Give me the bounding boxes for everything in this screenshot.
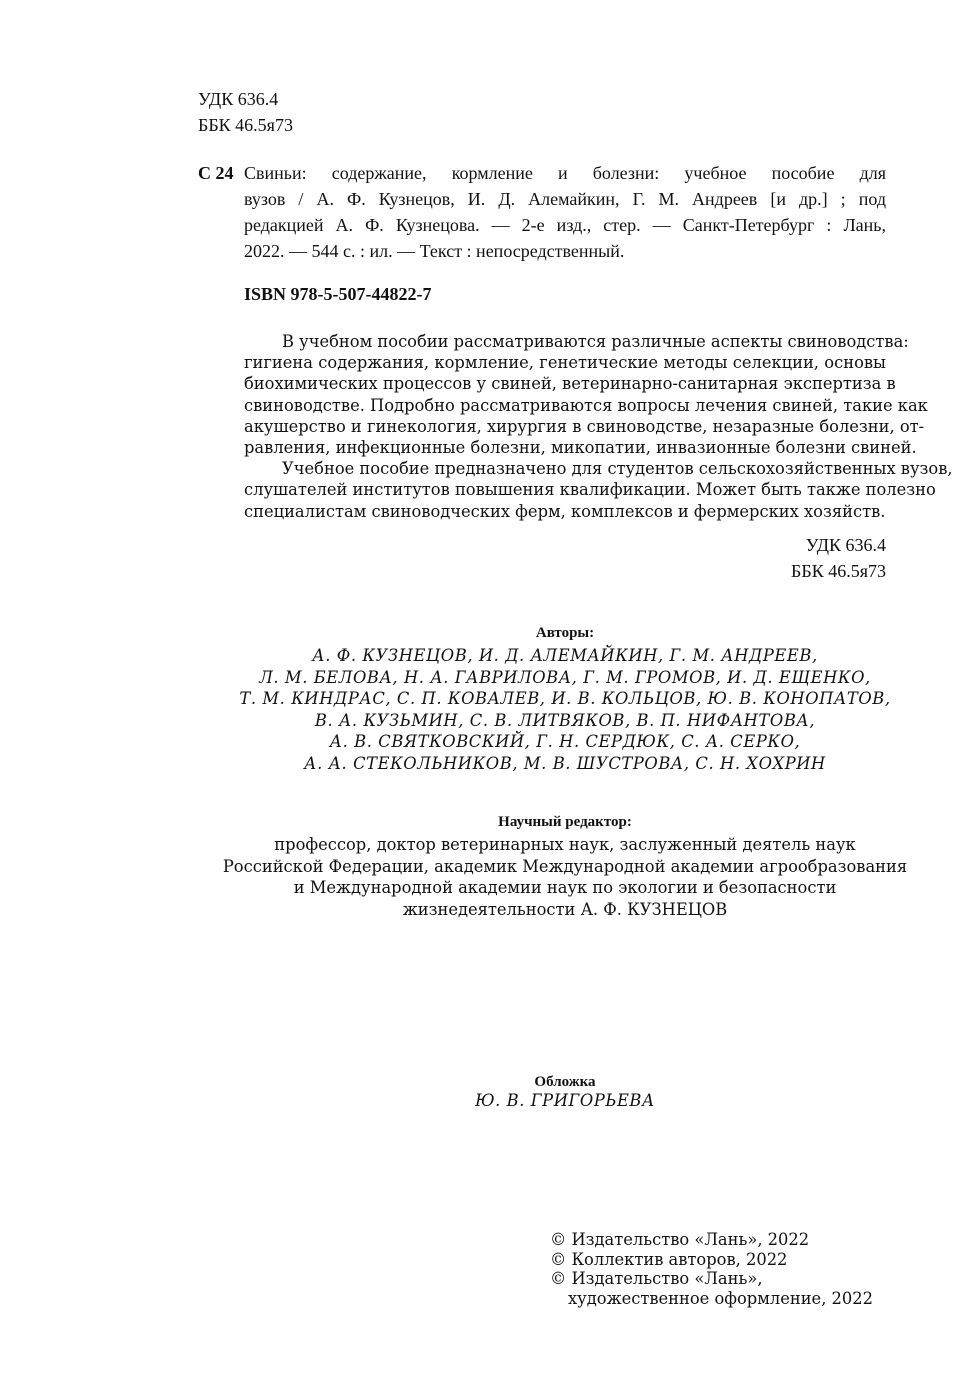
copyright-block [550, 1230, 873, 1308]
annotation-line: слушателей институтов повышения квалификации. Может быть также полезно [244, 480, 936, 500]
annotation [244, 331, 953, 522]
authors-line: Т. М. КИНДРАС, С. П. КОВАЛЕВ, И. В. КОЛЬЦОВ, Ю. В. КОНОПАТОВ, [239, 689, 891, 708]
isbn: ISBN 978-5-507-44822-7 [244, 284, 432, 304]
bibliographic-description [244, 160, 886, 264]
annotation-line: В учебном пособии рассматриваются различные аспекты свиноводства: [282, 332, 909, 351]
bbk-code: ББК 46.5я73 [791, 561, 886, 581]
annotation-line: Учебное пособие предназначено для студентов сельскохозяйственных вузов, [282, 459, 953, 479]
editor-line: профессор, доктор ветеринарных наук, заслуженный деятель наук [274, 835, 856, 854]
cover-designer: Ю. В. ГРИГОРЬЕВА [475, 1091, 655, 1110]
biblio-line: редакцией А. Ф. Кузнецова. — 2-е изд., стер. — Санкт-Петербург : Лань, [244, 215, 886, 235]
authors-line: А. А. СТЕКОЛЬНИКОВ, М. В. ШУСТРОВА, С. Н. ХОХРИН [304, 753, 826, 773]
annotation-line: гигиена содержания, кормление, генетические методы селекции, основы [244, 353, 886, 373]
udk-code: УДК 636.4 [198, 89, 279, 109]
annotation-line: акушерство и гинекология, хирургия в свиноводстве, незаразные болезни, от- [244, 416, 925, 436]
copyright-line: © Издательство «Лань», 2022 [550, 1230, 810, 1249]
author-code: С 24 [198, 163, 234, 183]
annotation-line: биохимических процессов у свиней, ветеринарно-санитарная экспертиза в [244, 374, 896, 394]
editor-line: жизнедеятельности А. Ф. КУЗНЕЦОВ [402, 899, 728, 919]
udk-code: УДК 636.4 [805, 535, 886, 555]
cover-heading: Обложка [534, 1074, 596, 1090]
authors-line: Л. М. БЕЛОВА, Н. А. ГАВРИЛОВА, Г. М. ГРОМОВ, И. Д. ЕЩЕНКО, [259, 667, 871, 687]
copyright-line: © Коллектив авторов, 2022 [550, 1249, 788, 1269]
annotation-line: равления, инфекционные болезни, микопатии, инвазионные болезни свиней. [244, 437, 917, 457]
authors-line: В. А. КУЗЬМИН, С. В. ЛИТВЯКОВ, В. П. НИФАНТОВА, [314, 710, 816, 730]
editor-line: и Международной академии наук по экологии и безопасности [293, 878, 837, 897]
annotation-line: специалистам свиноводческих ферм, комплексов и фермерских хозяйств. [244, 501, 886, 521]
editor-heading: Научный редактор: [498, 814, 632, 830]
copyright-line: © Издательство «Лань», [550, 1269, 763, 1288]
annotation-line: свиноводстве. Подробно рассматриваются вопросы лечения свиней, такие как [244, 395, 928, 415]
copyright-line: художественное оформление, 2022 [568, 1288, 873, 1308]
authors-line: А. В. СВЯТКОВСКИЙ, Г. Н. СЕРДЮК, С. А. СЕРКО, [329, 732, 801, 751]
authors-heading: Авторы: [535, 625, 595, 641]
authors-line: А. Ф. КУЗНЕЦОВ, И. Д. АЛЕМАЙКИН, Г. М. АНДРЕЕВ, [312, 646, 818, 665]
authors-list [200, 645, 930, 774]
bbk-code: ББК 46.5я73 [198, 115, 293, 135]
editor-line: Российской Федерации, академик Международной академии агрообразования [222, 856, 908, 876]
udk-bbk-bottom [791, 532, 886, 584]
editor-description [200, 834, 930, 920]
udk-bbk-top [198, 86, 293, 138]
biblio-line: 2022. — 544 с. : ил. — Текст : непосредственный. [244, 241, 625, 261]
biblio-line: вузов / А. Ф. Кузнецов, И. Д. Алемайкин, Г. М. Андреев [и др.] ; под [244, 189, 886, 209]
biblio-line: Свиньи: содержание, кормление и болезни: учебное пособие для [244, 163, 886, 183]
